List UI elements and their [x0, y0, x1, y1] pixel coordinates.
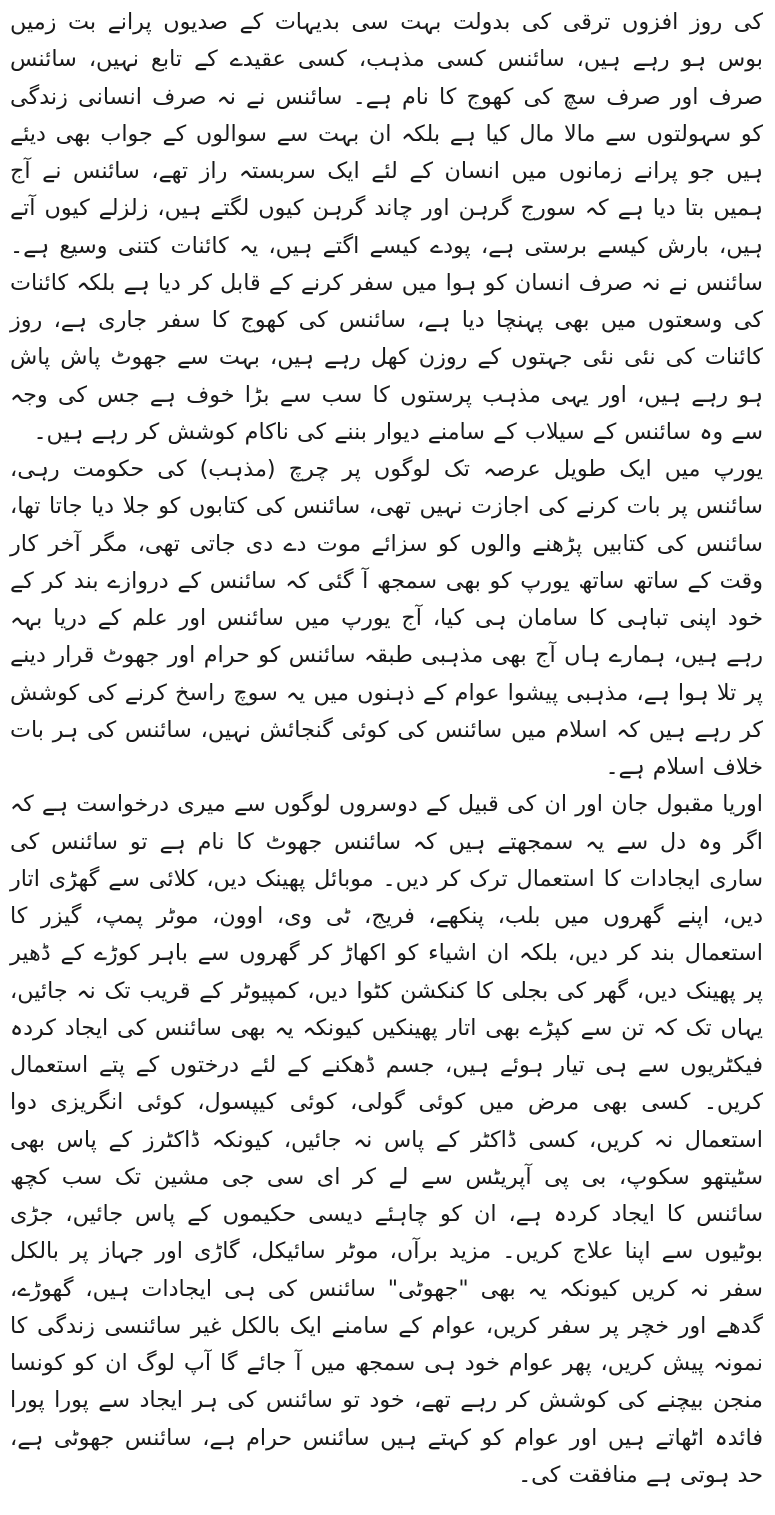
paragraph-request-to-clergy: اوریا مقبول جان اور ان کی قبیل کے دوسروں لوگوں سے میری درخواست ہے کہ اگر وہ دل سے یہ سمجھتے ہیں کہ سائنس جھوٹ کا نام ہے تو سائنس کی ساری ایجادات کا استعمال ترک کر دیں۔ موبائل پھینک دیں، کلائی سے گھڑی اتار دیں، اپنے گھروں میں بلب، پنکھے، فریج، ٹی وی، اوون، موٹر پمپ، گیزر کا استعمال بند کر دیں، بلکہ ان اشیاء کو اکھاڑ کر گھروں سے باہر کوڑے کے ڈھیر پر پھینک دیں، گھر کی بجلی کا کنکشن کٹوا دیں، کمپیوٹر کے قریب تک نہ جائیں، یہاں تک کہ تن سے کپڑے بھی اتار پھینکیں کیونکہ یہ بھی سائنس کی ایجاد کردہ فیکٹریوں سے ہی تیار ہوئے ہیں، جسم ڈھکنے کے لئے درختوں کے پتے استعمال کریں۔ کسی بھی مرض میں کوئی گولی، کوئی کیپسول، کوئی انگریزی دوا استعمال نہ کریں، کسی ڈاکٹر کے پاس نہ جائیں، کیونکہ ڈاکٹرز کے پاس بھی سٹیتھو سکوپ، بی پی آپریٹس سے لے کر ای سی جی مشین تک سب کچھ سائنس کا ایجاد کردہ ہے، ان کو چاہئے دیسی حکیموں کے پاس جائیں، جڑی بوٹیوں سے اپنا علاج کریں۔ مزید برآں، موٹر سائیکل، گاڑی اور جہاز پر بالکل سفر نہ کریں کیونکہ یہ بھی "جھوٹی" سائنس کی ہی ایجادات ہیں، گھوڑے، گدھے اور خچر پر سفر کریں، عوام کے سامنے ایک بالکل غیر سائنسی زندگی کا نمونہ پیش کریں، پھر عوام خود ہی سمجھ میں آ جائے گا آپ لوگ ان کو کونسا منجن بیچنے کی کوشش کر رہے تھے، خود تو سائنس کی ہر ایجاد سے پورا پورا فائدہ اٹھاتے ہیں اور عوام کو کہتے ہیں سائنس حرام ہے، سائنس جھوٹی ہے، حد ہوتی ہے منافقت کی۔: [10, 791, 763, 1488]
paragraph-europe-church: یورپ میں ایک طویل عرصہ تک لوگوں پر چرچ (مذہب) کی حکومت رہی، سائنس پر بات کرنے کی اجازت نہیں تھی، سائنس کی کتابوں کو جلا دیا جاتا تھا، سائنس کی کتابیں پڑھنے والوں کو سزائے موت دے دی جاتی تھی، مگر آخر کار وقت کے ساتھ ساتھ یورپ کو بھی سمجھ آ گئی کہ سائنس کے دروازے بند کر کے خود اپنی تباہی کا سامان ہی کیا، آج یورپ میں سائنس اور علم کے دریا بہہ رہے ہیں، ہمارے ہاں آج بھی مذہبی طبقہ سائنس کو حرام اور جھوٹ قرار دینے پر تلا ہوا ہے، مذہبی پیشوا عوام کے ذہنوں میں یہ سوچ راسخ کرنے کی کوشش کر رہے ہیں کہ اسلام میں سائنس کی کوئی گنجائش نہیں، سائنس کی ہر بات خلاف اسلام ہے۔: [10, 456, 763, 780]
paragraph-science-progress: کی روز افزوں ترقی کی بدولت بہت سی بدیہات کے صدیوں پرانے بت زمیں بوس ہو رہے ہیں، سائنس کسی مذہب، کسی عقیدے کے تابع نہیں، سائنس صرف اور صرف سچ کی کھوج کا نام ہے۔ سائنس نے نہ صرف انسانی زندگی کو سہولتوں سے مالا مال کیا ہے بلکہ ان بہت سے سوالوں کے جواب بھی دیئے ہیں جو پرانے زمانوں میں انسان کے لئے ایک سربستہ راز تھے، سائنس نے آج ہمیں بتا دیا ہے کہ سورج گرہن اور چاند گرہن کیوں لگتے ہیں، زلزلے کیوں آتے ہیں، بارش کیسے برستی ہے، پودے کیسے اگتے ہیں، یہ کائنات کتنی وسیع ہے۔ سائنس نے نہ صرف انسان کو ہوا میں سفر کرنے کے قابل کر دیا ہے بلکہ کائنات کی وسعتوں میں بھی پہنچا دیا ہے، سائنس کی کھوج کا سفر جاری ہے، روز کائنات کی نئی نئی جہتوں کے روزن کھل رہے ہیں، بہت سے جھوٹ پاش پاش ہو رہے ہیں، اور یہی مذہب پرستوں کا سب سے بڑا خوف ہے جس کی وجہ سے وہ سائنس کے سیلاب کے سامنے دیوار بننے کی ناکام کوشش کر رہے ہیں۔: [10, 9, 763, 445]
